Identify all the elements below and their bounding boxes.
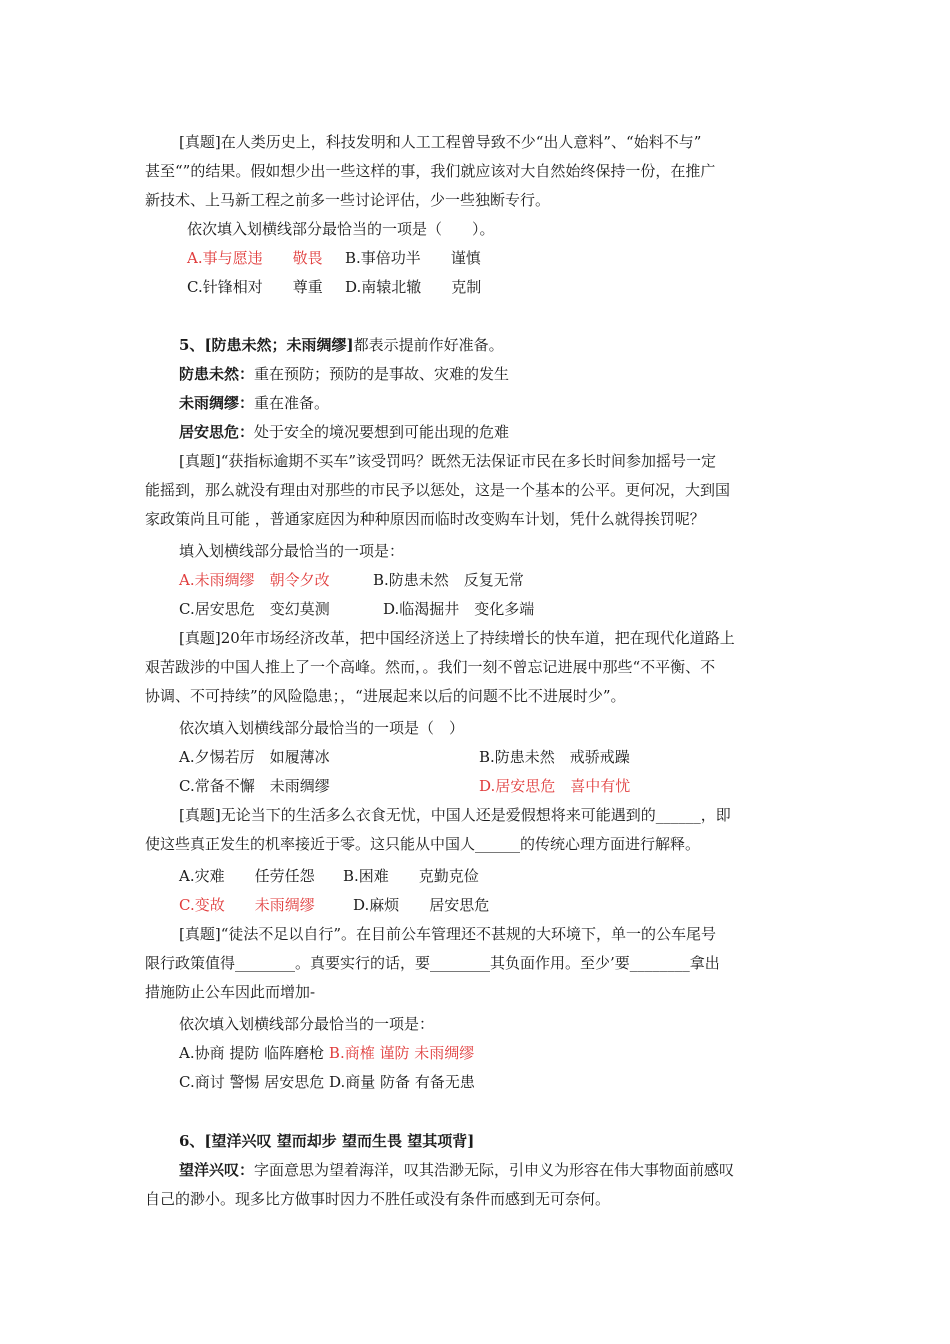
question-text-line: [真题]“徒法不足以自行”。在目前公车管理还不甚规的大环境下，单一的公车尾号 (179, 925, 717, 943)
question-text-line: [真题]20年市场经济改革，把中国经济送上了持续增长的快车道，把在现代化道路上 (179, 629, 735, 647)
heading-number: 5、 (179, 336, 205, 354)
question-text-line: 能摇到，那么就没有理由对那些的市民予以惩处，这是一个基本的公平。更何况，大到国 (145, 481, 731, 499)
option-a: A.协商 提防 临阵磨枪 (179, 1044, 325, 1062)
option-d-answer: D.居安思危 喜中有忧 (479, 777, 631, 795)
question-text-line: 限行政策值得________。真要实行的话，要________其负面作用。至少’要________拿出 (145, 954, 720, 972)
option-b: B.防患未然 反复无常 (373, 571, 524, 589)
option-d: D.南辕北辙 克制 (345, 278, 482, 296)
question-prompt: 依次填入划横线部分最恰当的一项是（ ）。 (187, 220, 495, 238)
option-c-answer: C.变故 未雨绸缪 (179, 896, 315, 914)
definition-text: 字面意思为望着海洋，叹其浩渺无际，引申义为形容在伟大事物面前感叹 (254, 1161, 735, 1179)
question-text-line: 措施防止公车因此而增加- (145, 983, 316, 1001)
question-text-line: 使这些真正发生的机率接近于零。这只能从中国人______的传统心理方面进行解释。 (145, 835, 701, 853)
question-text-line: 新技术、上马新工程之前多一些讨论评估，少一些独断专行。 (145, 191, 551, 209)
question-text-line: [真题]“获指标逾期不买车”该受罚吗？既然无法保证市民在多长时间参加摇号一定 (179, 452, 717, 470)
option-b: B.防患未然 戒骄戒躁 (479, 748, 630, 766)
definition-continuation: 自己的渺小。现多比方做事时因力不胜任或没有条件而感到无可奈何。 (145, 1190, 611, 1208)
definition-term: 未雨绸缪： (179, 394, 255, 412)
question-text-line: [真题]在人类历史上，科技发明和人工工程曾导致不少“出人意料”、“始料不与” (179, 133, 702, 151)
question-prompt: 依次填入划横线部分最恰当的一项是： (179, 1015, 435, 1033)
definition-term: 防患未然： (179, 365, 255, 383)
option-b: B.事倍功半 谨慎 (345, 249, 481, 267)
definition-term: 望洋兴叹： (179, 1161, 255, 1179)
option-a-answer: A.未雨绸缪 朝令夕改 (179, 571, 330, 589)
definition (179, 1159, 734, 1181)
question-text-line: [真题]无论当下的生活多么衣食无忧，中国人还是爱假想将来可能遇到的______，即 (179, 806, 731, 824)
definition-text: 重在准备。 (254, 394, 330, 412)
heading-description: 都表示提前作好准备。 (353, 336, 504, 354)
question-text-line: 家政策尚且可能 ，普通家庭因为种种原因而临时改变购车计划，凭什么就得挨罚呢？ (145, 510, 705, 528)
question-prompt: 填入划横线部分最恰当的一项是： (179, 542, 405, 560)
heading-title: [防患未然；未雨绸缪] (204, 336, 354, 354)
option-c: C.常备不懈 未雨绸缪 (179, 777, 330, 795)
option-c: C.针锋相对 尊重 (187, 278, 323, 296)
option-b-answer: B.商榷 谨防 未雨绸缪 (328, 1044, 475, 1062)
option-d: D.商量 防备 有备无患 (329, 1073, 475, 1091)
definition-text: 处于安全的境况要想到可能出现的危难 (254, 423, 510, 441)
option-d: D.麻烦 居安思危 (353, 896, 490, 914)
option-c: C.居安思危 变幻莫测 (179, 600, 330, 618)
question-options-row (179, 1042, 474, 1064)
definition-text: 重在预防；预防的是事故、灾难的发生 (254, 365, 510, 383)
question-text-line: 甚至“”的结果。假如想少出一些这样的事，我们就应该对大自然始终保持一份，在推广 (145, 162, 716, 180)
option-d: D.临渴掘井 变化多端 (383, 600, 535, 618)
question-options-row (179, 1071, 475, 1093)
definition-term: 居安思危： (179, 423, 255, 441)
section-heading: 6、[望洋兴叹 望而却步 望而生畏 望其项背] (179, 1132, 475, 1150)
question-prompt: 依次填入划横线部分最恰当的一项是（ ） (179, 719, 465, 737)
definition (179, 363, 509, 385)
question-text-line: 艰苦跋涉的中国人推上了一个高峰。然而，。我们一刻不曾忘记进展中那些“不平衡、不 (145, 658, 716, 676)
option-c: C.商讨 警惕 居安思危 (179, 1073, 325, 1091)
option-b: B.困难 克勤克俭 (343, 867, 479, 885)
definition (179, 392, 329, 414)
question-text-line: 协调、不可持续”的风险隐患；，“进展起来以后的问题不比不进展时少”。 (145, 687, 626, 705)
option-a: A.夕惕若厉 如履薄冰 (179, 748, 330, 766)
option-a-answer: A.事与愿违 敬畏 (187, 249, 323, 267)
section-heading (179, 334, 504, 356)
option-a: A.灾难 任劳任怨 (179, 867, 315, 885)
definition (179, 421, 509, 443)
